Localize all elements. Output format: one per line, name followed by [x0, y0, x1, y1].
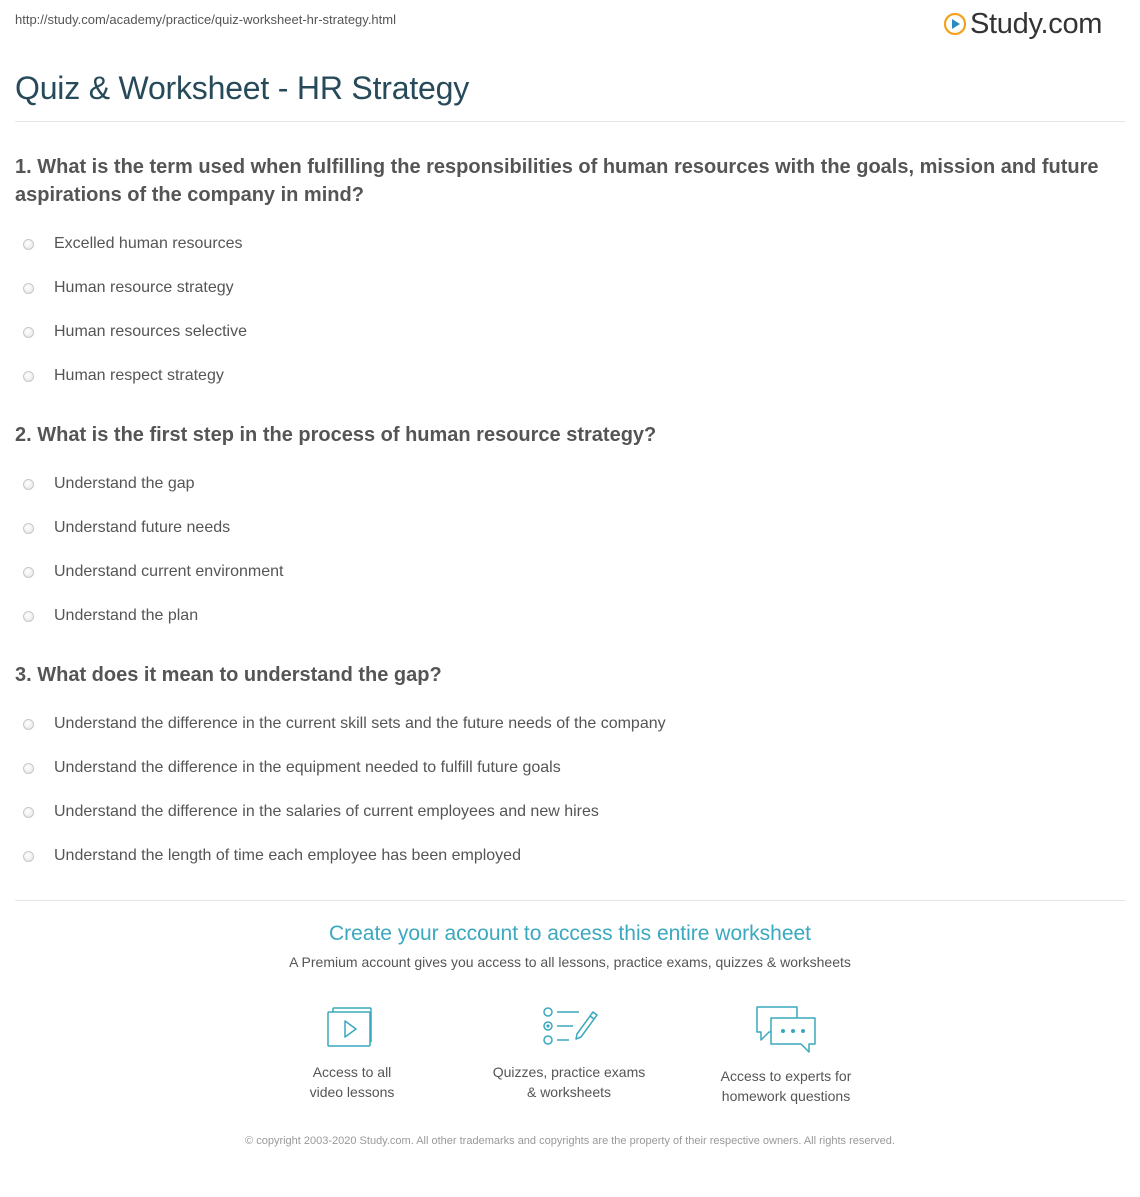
option-label: Human resource strategy	[54, 279, 234, 296]
radio-icon[interactable]	[23, 371, 34, 382]
answer-option[interactable]	[15, 702, 1115, 746]
answer-options	[15, 702, 1115, 878]
answer-option[interactable]	[15, 746, 1115, 790]
cta-subtitle: A Premium account gives you access to all lessons, practice exams, quizzes & worksheets	[289, 954, 851, 970]
feature-label	[676, 1066, 896, 1106]
radio-icon[interactable]	[23, 763, 34, 774]
feature-line: & worksheets	[526, 1084, 612, 1100]
answer-option[interactable]	[15, 834, 1115, 878]
feature-line: Access to experts for	[720, 1068, 852, 1084]
feature-experts	[676, 1004, 896, 1106]
radio-icon[interactable]	[23, 283, 34, 294]
feature-line: Quizzes, practice exams	[492, 1064, 646, 1080]
answer-option[interactable]	[15, 506, 1115, 550]
chat-bubbles-icon	[753, 1004, 819, 1054]
radio-icon[interactable]	[23, 719, 34, 730]
radio-icon[interactable]	[23, 479, 34, 490]
feature-line: homework questions	[721, 1088, 851, 1104]
feature-video-lessons	[242, 1004, 462, 1102]
option-label: Understand the gap	[54, 475, 195, 492]
answer-option[interactable]	[15, 354, 1115, 398]
quiz-checklist-icon	[539, 1004, 599, 1050]
option-label: Understand the difference in the current skill sets and the future needs of the company	[54, 715, 666, 732]
page-url: http://study.com/academy/practice/quiz-worksheet-hr-strategy.html	[15, 12, 396, 27]
answer-options	[15, 222, 1115, 398]
option-label: Understand future needs	[54, 519, 231, 536]
copyright-notice: © copyright 2003-2020 Study.com. All other trademarks and copyrights are the property of their respective owners. All rights reserved.	[245, 1135, 895, 1147]
radio-icon[interactable]	[23, 327, 34, 338]
video-lessons-icon	[324, 1004, 380, 1050]
question-text: 1. What is the term used when fulfilling the responsibilities of human resources with the goals, mission and future aspirations of the company in mind?	[15, 156, 1099, 206]
cta-divider	[15, 900, 1125, 901]
feature-label	[242, 1062, 462, 1102]
question-text: 2. What is the first step in the process of human resource strategy?	[15, 424, 657, 446]
cta-title-link[interactable]: Create your account to access this entire worksheet	[328, 922, 812, 945]
answer-option[interactable]	[15, 310, 1115, 354]
question-text: 3. What does it mean to understand the gap?	[15, 664, 442, 686]
option-label: Human respect strategy	[54, 367, 224, 384]
premium-cta	[0, 922, 1140, 970]
study-logo[interactable]	[944, 8, 1102, 40]
question-3	[15, 661, 1115, 878]
answer-option[interactable]	[15, 462, 1115, 506]
option-label: Understand the difference in the salaries of current employees and new hires	[54, 803, 599, 820]
answer-option[interactable]	[15, 790, 1115, 834]
radio-icon[interactable]	[23, 567, 34, 578]
question-1	[15, 153, 1115, 398]
feature-label	[459, 1062, 679, 1102]
answer-option[interactable]	[15, 594, 1115, 638]
radio-icon[interactable]	[23, 239, 34, 250]
feature-quizzes	[459, 1004, 679, 1102]
title-divider	[15, 121, 1125, 122]
question-2	[15, 421, 1115, 638]
answer-option[interactable]	[15, 266, 1115, 310]
answer-options	[15, 462, 1115, 638]
logo-text: Study.com	[970, 8, 1103, 40]
option-label: Understand current environment	[54, 563, 284, 580]
option-label: Understand the difference in the equipment needed to fulfill future goals	[54, 759, 561, 776]
answer-option[interactable]	[15, 550, 1115, 594]
option-label: Understand the plan	[54, 607, 199, 624]
option-label: Excelled human resources	[54, 235, 243, 252]
radio-icon[interactable]	[23, 611, 34, 622]
radio-icon[interactable]	[23, 807, 34, 818]
option-label: Human resources selective	[54, 323, 247, 340]
play-logo-icon	[944, 13, 966, 35]
radio-icon[interactable]	[23, 851, 34, 862]
page-title: Quiz & Worksheet - HR Strategy	[15, 70, 470, 106]
answer-option[interactable]	[15, 222, 1115, 266]
option-label: Understand the length of time each employee has been employed	[54, 847, 521, 864]
radio-icon[interactable]	[23, 523, 34, 534]
feature-line: Access to all	[312, 1064, 392, 1080]
feature-line: video lessons	[309, 1084, 395, 1100]
